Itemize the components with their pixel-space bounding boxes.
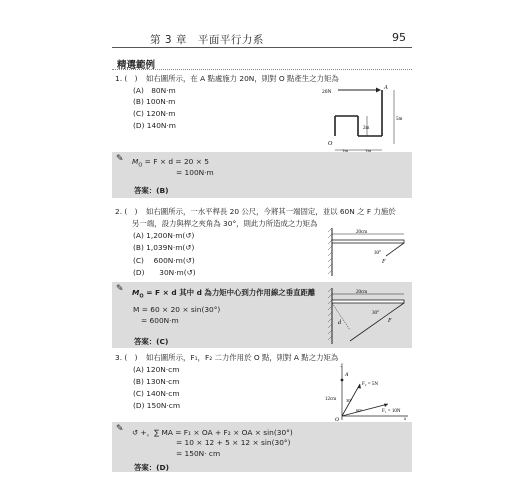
fig2b-len-label: 20cm [356,290,368,295]
fig1-a-label: A [384,85,388,91]
fig1-force-arrowhead [376,88,381,93]
section-rule [112,69,412,70]
fig2b-force [350,303,404,341]
fig3-point-a [341,379,344,382]
fig3-o-label: O [335,417,339,422]
fig3-a60-label: 60° [356,408,363,413]
problem-1-option-b: (B) 100N‧m [133,97,176,106]
pencil-icon: ✎ [116,424,124,434]
page-number: 95 [392,31,406,44]
fig2-angle-label: 30° [374,251,381,256]
fig1-2m-label: 2m [363,126,370,131]
solution-1-line1: $M_O = F \times d = 20 \times 5$ [132,157,209,169]
solution-3-line3: = 150N‧ cm [176,449,221,458]
fig2b-bar [332,300,404,303]
fig2-force [386,243,404,256]
problem-3-option-a: (A) 120N‧cm [133,365,180,374]
problem-3-option-b: (B) 130N‧cm [133,377,180,386]
header-rule [112,47,412,48]
solution-2-line1: $M_O = F \times d$ 其中 d 為力矩中心到力作用線之垂直距離 [132,288,316,300]
solution-3-line1: ↺ +，∑ MA = F₁ × OA + F₂ × OA × sin(30°) [132,428,293,437]
problem-1-option-a: (A) 80N‧m [133,86,176,95]
fig2-f-label: F [382,259,386,265]
problem-2-option-b: (B) 1,039N‧m(↺) [133,243,195,252]
answer-1: 答案：(B) [134,186,169,195]
solution-2-eq1: M = 60 × 20 × sin(30°) [133,305,221,314]
fig3-y-label: y [341,363,344,368]
answer-2: 答案：(C) [134,337,169,346]
solution-3-line2: = 10 × 12 + 5 × 12 × sin(30°) [176,438,291,447]
problem-3-option-d: (D) 150N‧cm [133,401,181,410]
problem-1-option-c: (C) 120N‧m [133,109,176,118]
problem-1-text: 如右圖所示，在 A 點處施力 20N，則對 O 點產生之力矩為 [146,74,339,83]
problem-2-option-a: (A) 1,200N‧m(↺) [133,231,195,240]
problem-2-number: 2. ( ) [115,207,138,216]
fig3-dist-label: 12cm [325,397,337,402]
fig2b-f-label: F [388,318,392,324]
solution-2-eq2: = 600N‧m [141,316,179,325]
fig2-bar [332,240,404,243]
fig3-a30-label: 30° [346,398,353,403]
fig2b-angle-label: 30° [372,311,379,316]
problem-2-text1: 如右圖所示，一水平桿長 20 公尺，今將其一端固定，並以 60N 之 F 力施於 [146,207,396,216]
problem-3-option-c: (C) 140N‧cm [133,389,180,398]
problem-3-figure [322,360,410,422]
solution-2-figure [328,286,410,346]
problem-1-figure [318,80,408,158]
pencil-icon: ✎ [116,154,124,164]
fig1-force-label: 20N [322,89,332,95]
fig2b-perp [332,303,350,330]
pencil-icon: ✎ [116,284,124,294]
fig3-f1-head [384,404,388,408]
problem-2-option-d: (D) 30N‧m(↺) [133,268,196,277]
fig3-f1-label: F₁ = 10N [382,409,401,414]
fig3-f2-label: F₂ = 5N [362,382,378,387]
problem-1-number: 1. ( ) [115,74,138,83]
fig1-5m-label: 5m [396,117,403,122]
problem-3-number: 3. ( ) [115,353,138,362]
answer-3: 答案：(D) [134,463,170,472]
solution-1-line2: = 100N‧m [176,168,214,177]
fig3-a-label: A [345,372,349,378]
fig2-len-label: 20cm [356,230,368,235]
section-title: 精選範例 [117,60,156,71]
problem-2-figure [328,226,410,278]
fig3-x-label: x [404,417,407,422]
problem-1-option-d: (D) 140N‧m [133,121,176,130]
problem-2-text2: 另一端，設力與桿之夾角為 30°，則此力所造成之力矩為 [132,219,318,228]
problem-3-text: 如右圖所示，F₁，F₂ 二力作用於 O 點，則對 A 點之力矩為 [146,353,339,362]
problem-2-option-c: (C) 600N‧m(↺) [133,256,195,265]
fig1-o-label: O [328,141,333,147]
fig2b-d-label: d [338,320,341,326]
chapter-title: 第 3 章 平面平行力系 [150,34,264,46]
